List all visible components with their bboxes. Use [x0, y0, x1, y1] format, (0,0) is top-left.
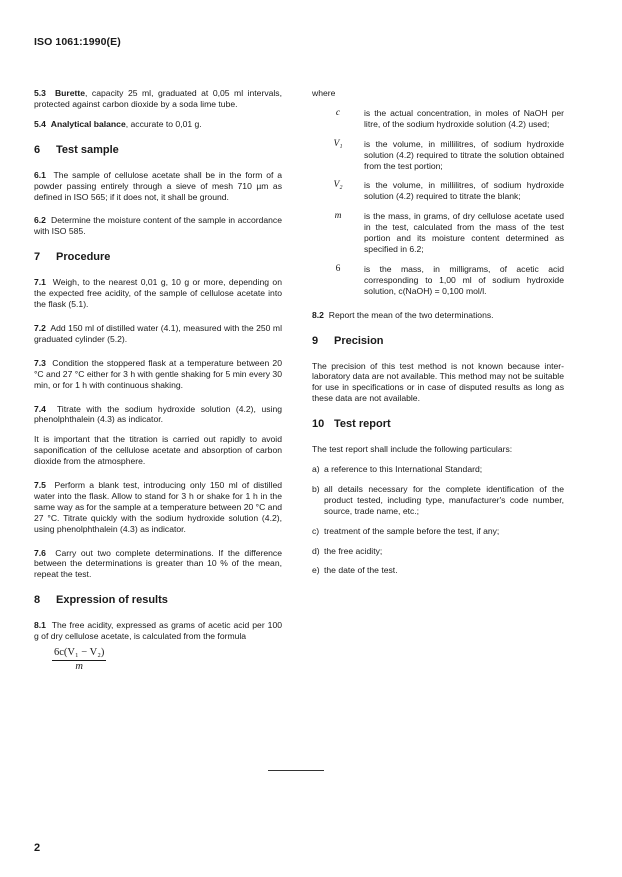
clause-number: 8.2: [312, 309, 324, 320]
clause-6-1: [34, 170, 282, 203]
list-item: [312, 464, 564, 475]
definition-v1: [312, 139, 564, 172]
section-number: 9: [312, 334, 319, 347]
page-number: 2: [34, 842, 41, 854]
section-number: 8: [34, 594, 41, 607]
list-item-label: e): [312, 565, 320, 576]
clause-7-3: [34, 358, 282, 391]
section-6-heading: [34, 143, 282, 157]
clause-9-text: The precision of this test method is not known because inter-laboratory data are not available. This method may not be suitable for use in specifications or in case of disputed results as long as these data are not available.: [312, 360, 564, 404]
clause-term: Analytical balance: [50, 118, 126, 129]
definition-symbol: 6: [335, 263, 341, 274]
clause-text: Weigh, to the nearest 0,01 g, 10 g or more, depending on the expected free acidity, of the sample of cellulose acetate into the flask (5.1).: [34, 277, 282, 310]
definition-c: [312, 108, 564, 130]
list-item-text: a reference to this International Standard;: [324, 464, 483, 475]
list-item-label: c): [312, 525, 320, 536]
clause-number: 5.4: [34, 118, 46, 129]
definition-m: [312, 211, 564, 255]
definition-text: is the volume, in millilitres, of sodium hydroxide solution (4.2) required to titrate the blank;: [364, 180, 564, 202]
clause-text: The sample of cellulose acetate shall be in the form of a powder passing entirely through a sieve of mesh 710 µm as defined in ISO 565; if it does not, it shall be ground.: [34, 169, 283, 202]
clause-text: , capacity 25 ml, graduated at 0,05 ml intervals, protected against carbon dioxide by a soda lime tube.: [34, 88, 282, 109]
definition-v2: [312, 180, 564, 202]
section-10-heading: [312, 417, 564, 431]
clause-5-3: [34, 88, 282, 110]
list-item-label: b): [312, 483, 320, 494]
section-title: Test sample: [56, 143, 119, 156]
page-header: ISO 1061:1990(E): [34, 36, 121, 48]
clause-7-1: [34, 277, 282, 310]
list-item: [312, 565, 564, 576]
end-rule: [268, 770, 324, 771]
clause-10-intro: The test report shall include the following particulars:: [312, 444, 513, 455]
definition-symbol: c: [335, 107, 341, 118]
list-item-text: the date of the test.: [324, 565, 398, 576]
clause-6-2: [34, 215, 282, 237]
list-item: [312, 546, 564, 557]
clause-7-4-note: It is important that the titration is carried out rapidly to avoid saponification of the cellulose acetate and absorption of carbon dioxide from the atmosphere.: [34, 434, 282, 467]
clause-number: 7.1: [34, 277, 46, 288]
clause-7-4: [34, 404, 282, 426]
clause-text: Report the mean of the two determinations.: [328, 309, 494, 320]
section-8-heading: [34, 593, 282, 607]
clause-number: 5.3: [34, 88, 46, 98]
section-title: Expression of results: [56, 594, 168, 607]
definition-text: is the mass, in grams, of dry cellulose acetate used in the test, calculated from the mass of the test portion and its moisture content determined as specified in 6.2;: [364, 211, 564, 254]
section-7-heading: [34, 250, 282, 264]
clause-number: 8.1: [34, 620, 46, 631]
list-item: [312, 484, 564, 517]
clause-8-1: [34, 620, 282, 642]
clause-text: The free acidity, expressed as grams of acetic acid per 100 g of dry cellulose acetate, is calculated from the formula: [34, 620, 283, 642]
clause-text: Determine the moisture content of the sample in accordance with ISO 585.: [34, 215, 282, 237]
clause-7-2: [34, 323, 282, 345]
list-item-text: all details necessary for the complete identification of the product tested, including type, manufacturer's code number, source, trade name, etc.;: [324, 483, 564, 516]
section-title: Precision: [334, 334, 384, 347]
formula-numerator: 6c(V₁ − V₂): [52, 648, 106, 661]
definition-text: is the actual concentration, in moles of NaOH per litre, of the sodium hydroxide solution (4.2) used;: [364, 107, 564, 129]
list-item-label: a): [312, 464, 320, 475]
list-item-label: d): [312, 545, 320, 556]
right-column: [312, 88, 564, 576]
definition-text: is the mass, in milligrams, of acetic acid corresponding to 1,00 ml of sodium hydroxide solution, c(NaOH) = 0,100 mol/l.: [364, 263, 564, 296]
clause-text: Perform a blank test, introducing only 150 ml of distilled water into the flask. Allow to stand for 3 h or shake for 1 h in the same way as for the sample at a temperature between 20 °C and 27 °C. Titrate quickly with the sodium hydroxide solution (4.2), using phenolphthalein (4.3) as indicator.: [34, 480, 283, 534]
section-title: Procedure: [56, 251, 111, 264]
definition-symbol: V₁: [333, 138, 343, 149]
clause-number: 7.6: [34, 547, 46, 558]
clause-text: Add 150 ml of distilled water (4.1), measured with the 250 ml graduated cylinder (5.2).: [34, 322, 282, 344]
clause-number: 7.2: [34, 322, 46, 333]
clause-text: Carry out two complete determinations. If the difference between the determinations is greater than 10 % of the mean, repeat the test.: [34, 547, 282, 580]
clause-number: 7.3: [34, 357, 46, 368]
section-number: 6: [34, 143, 41, 156]
left-column: [34, 88, 282, 673]
section-number: 7: [34, 251, 41, 264]
clause-number: 7.4: [34, 403, 46, 414]
formula-denominator: m: [75, 661, 83, 672]
list-item-text: the free acidity;: [324, 545, 383, 556]
clause-term: Burette: [54, 88, 86, 98]
clause-7-5: [34, 480, 282, 535]
clause-number: 6.1: [34, 169, 46, 180]
definition-symbol: V₂: [333, 180, 343, 191]
section-9-heading: [312, 334, 564, 348]
definition-6: [312, 264, 564, 297]
section-number: 10: [312, 418, 325, 431]
definition-symbol: m: [334, 211, 342, 222]
clause-text: Titrate with the sodium hydroxide solution (4.2), using phenolphthalein (4.3) as indicator.: [34, 403, 282, 425]
free-acidity-formula: [52, 648, 106, 673]
list-item-text: treatment of the sample before the test, if any;: [324, 525, 500, 536]
definition-text: is the volume, in millilitres, of sodium hydroxide solution (4.2) required to titrate the solution obtained from the test portion;: [364, 138, 564, 171]
clause-text: Condition the stoppered flask at a temperature between 20 °C and 27 °C either for 3 h with gentle shaking for 5 min every 30 min, or for 1 h with continuous shaking.: [34, 357, 282, 390]
clause-7-6: [34, 548, 282, 581]
clause-number: 7.5: [34, 480, 46, 491]
where-label: where: [312, 88, 336, 98]
list-item: [312, 526, 564, 537]
clause-8-2: [312, 310, 564, 321]
section-title: Test report: [334, 418, 391, 431]
clause-number: 6.2: [34, 215, 46, 226]
clause-text: , accurate to 0,01 g.: [125, 118, 202, 129]
clause-5-4: [34, 119, 282, 130]
